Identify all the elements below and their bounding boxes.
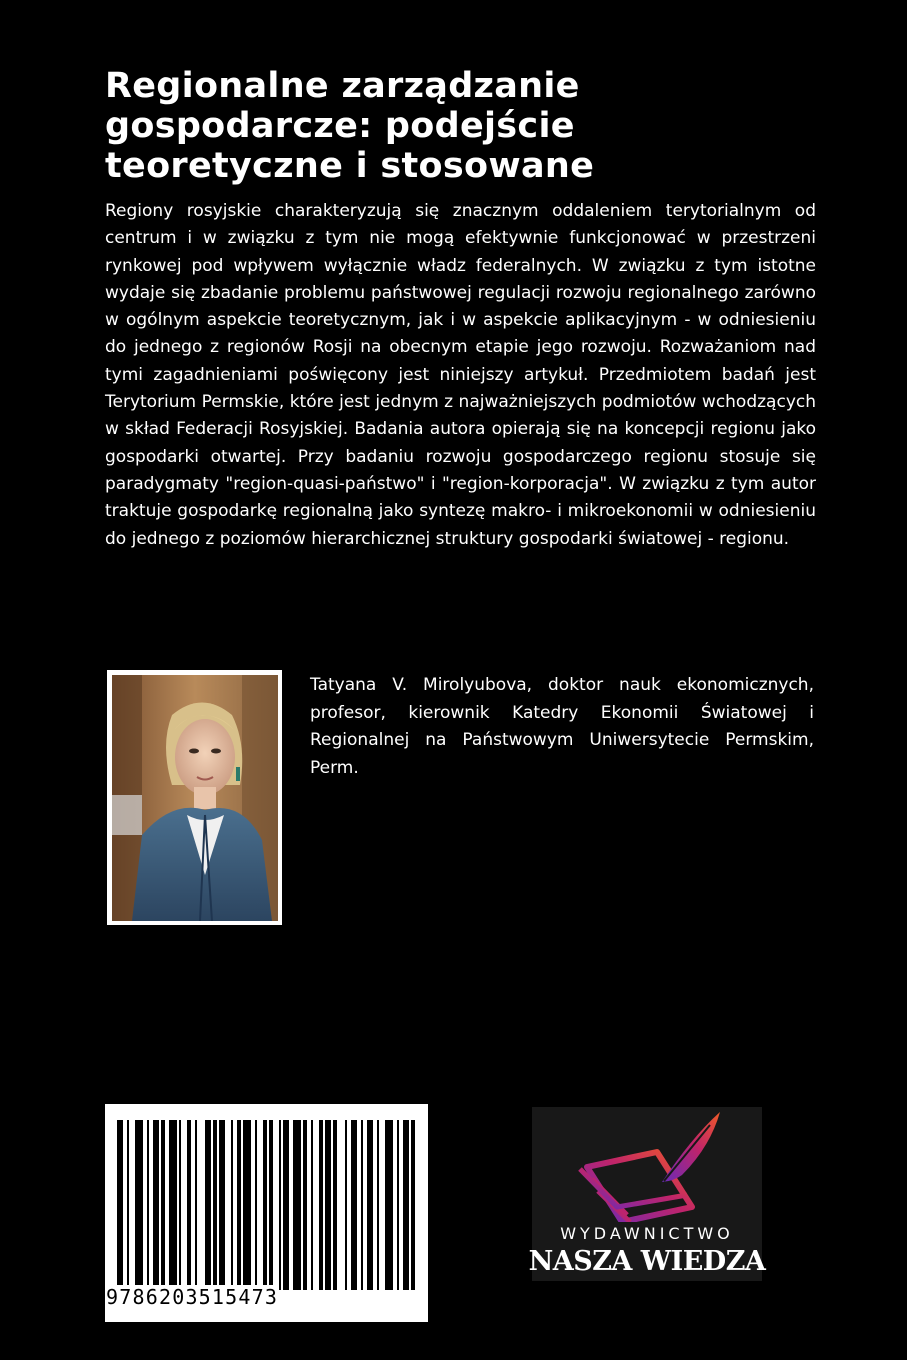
publisher-label: WYDAWNICTWO (560, 1224, 734, 1243)
title-line: gospodarcze: podejście (105, 106, 575, 146)
author-bio: Tatyana V. Mirolyubova, doktor nauk ekonomicznych, profesor, kierownik Katedry Ekonomii Światowej i Regionalnej na Państwowym Uniwersytecie Permskim, Perm. (310, 675, 814, 778)
publisher-logo (528, 1107, 766, 1281)
author-portrait-image (112, 675, 278, 921)
abstract-text: Regiony rosyjskie charakteryzują się znacznym oddaleniem terytorialnym od centrum i w związku z tym nie mogą efektywnie funkcjonować w przestrzeni rynkowej pod wpływem wyłącznie władz federalnych. W związku z tym istotne wydaje się zbadanie problemu państwowej regulacji rozwoju regionalnego zarówno w ogólnym aspekcie teoretycznym, jak i w aspekcie aplikacyjnym - w odniesieniu do jednego z regionów Rosji na obecnym etapie jego rozwoju. Rozważaniom nad tymi zagadnieniami poświęcony jest niniejszy artykuł. Przedmiotem badań jest Terytorium Permskie, które jest jednym z najważniejszych podmiotów wchodzących w skład Federacji Rosyjskiej. Badania autora opierają się na koncepcji regionu jako gospodarki otwartej. Przy badaniu rozwoju gospodarczego regionu stosuje się paradygmaty "region-quasi-państwo" i "region-korporacja". W związku z tym autor traktuje gospodarkę regionalną jako syntezę makro- i mikroekonomii w odniesieniu do jednego z poziomów hierarchicznej struktury gospodarki światowej - regionu. (105, 201, 816, 549)
book-title (105, 66, 705, 186)
isbn-barcode (105, 1104, 428, 1322)
title-line: Regionalne zarządzanie (105, 66, 580, 106)
isbn-digits: 9786203515473 (106, 1285, 279, 1309)
publisher-name: NASZA WIEDZA (528, 1246, 766, 1277)
title-line: teoretyczne i stosowane (105, 146, 595, 186)
book-feather-icon (532, 1107, 762, 1222)
isbn-number (105, 1285, 428, 1309)
author-photo (107, 670, 282, 925)
